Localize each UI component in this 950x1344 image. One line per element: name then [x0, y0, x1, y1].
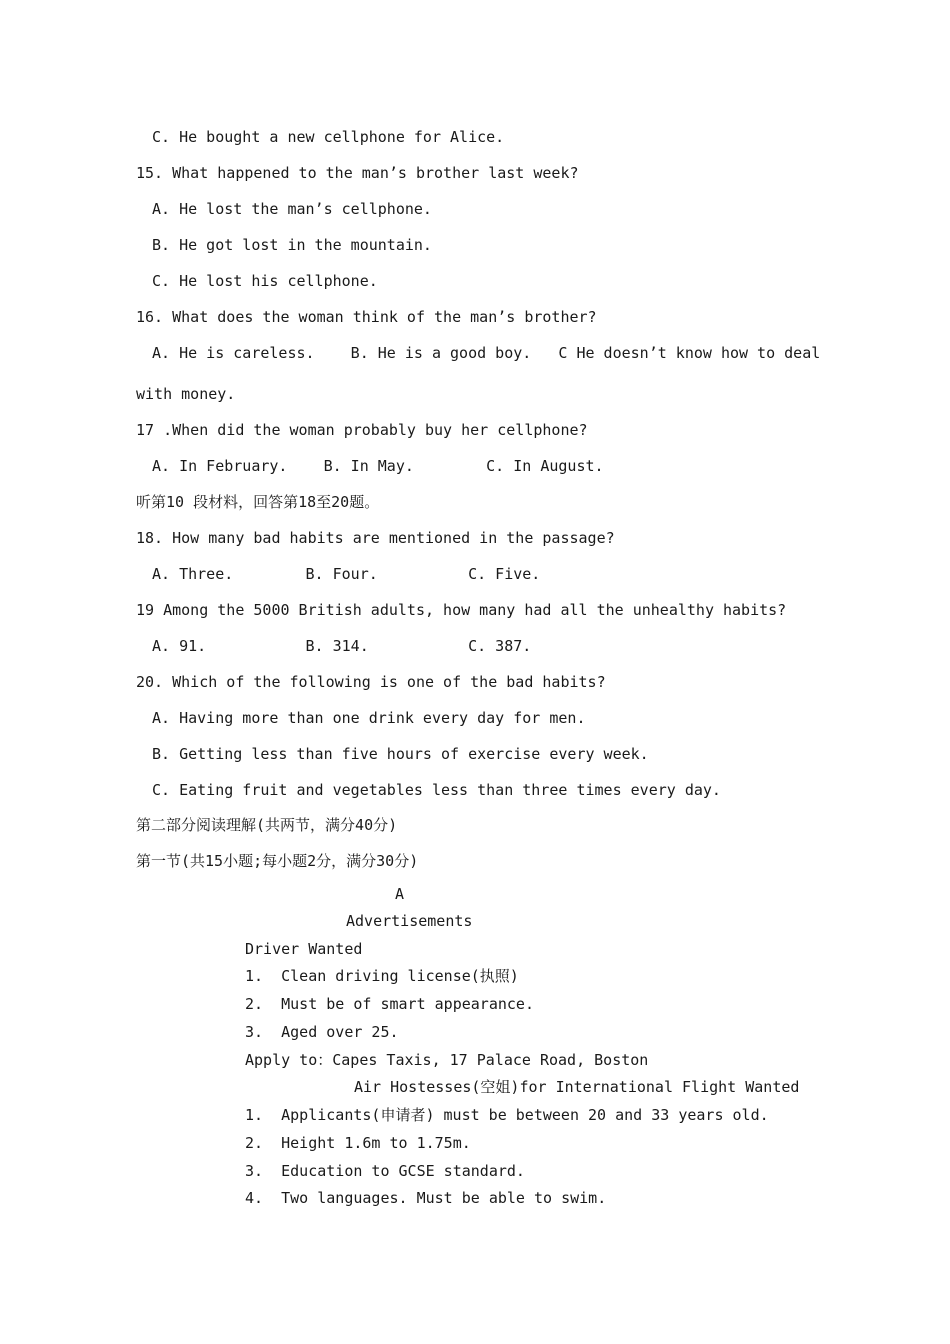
- ad-hostess-item-4: 4. Two languages. Must be able to swim.: [245, 1189, 607, 1207]
- question-16: 16. What does the woman think of the man’s brother?: [136, 308, 597, 326]
- options-16-continued: with money.: [136, 385, 236, 403]
- question-18: 18. How many bad habits are mentioned in the passage?: [136, 529, 615, 547]
- section-one-heading: 第一节(共15小题;每小题2分，满分30分): [136, 852, 419, 870]
- ad-hostess-item-3: 3. Education to GCSE standard.: [245, 1162, 525, 1180]
- part-two-heading: 第二部分阅读理解(共两节，满分40分): [136, 816, 398, 834]
- options-17: A. In February. B. In May. C. In August.: [152, 457, 604, 475]
- question-15: 15. What happened to the man’s brother last week?: [136, 164, 579, 182]
- question-17: 17 .When did the woman probably buy her cellphone?: [136, 421, 588, 439]
- question-19: 19 Among the 5000 British adults, how many had all the unhealthy habits?: [136, 601, 787, 619]
- ad-driver-item-2: 2. Must be of smart appearance.: [245, 995, 534, 1013]
- option-15b: B. He got lost in the mountain.: [152, 236, 432, 254]
- options-19: A. 91. B. 314. C. 387.: [152, 637, 532, 655]
- options-16: A. He is careless. B. He is a good boy. C He doesn’t know how to deal: [152, 344, 821, 362]
- ad-hostess-item-2: 2. Height 1.6m to 1.75m.: [245, 1134, 471, 1152]
- options-18: A. Three. B. Four. C. Five.: [152, 565, 541, 583]
- option-20b: B. Getting less than five hours of exercise every week.: [152, 745, 649, 763]
- option-15a: A. He lost the man’s cellphone.: [152, 200, 432, 218]
- passage-letter: A: [395, 885, 405, 903]
- ad-hostess-item-1: 1. Applicants(申请者) must be between 20 and 33 years old.: [245, 1106, 769, 1124]
- option-15c: C. He lost his cellphone.: [152, 272, 378, 290]
- ad-driver-item-3: 3. Aged over 25.: [245, 1023, 399, 1041]
- option-14c: C. He bought a new cellphone for Alice.: [152, 128, 505, 146]
- question-20: 20. Which of the following is one of the bad habits?: [136, 673, 606, 691]
- section-instruction: 听第10 段材料，回答第18至20题。: [136, 493, 380, 511]
- passage-title: Advertisements: [346, 912, 473, 930]
- option-20c: C. Eating fruit and vegetables less than three times every day.: [152, 781, 721, 799]
- option-20a: A. Having more than one drink every day for men.: [152, 709, 586, 727]
- ad-driver-item-1: 1. Clean driving license(执照): [245, 967, 519, 985]
- ad-driver-title: Driver Wanted: [245, 940, 363, 958]
- ad-driver-apply: Apply to：Capes Taxis, 17 Palace Road, Boston: [245, 1051, 649, 1069]
- ad-hostess-title: Air Hostesses(空姐)for International Flight Wanted: [354, 1078, 800, 1096]
